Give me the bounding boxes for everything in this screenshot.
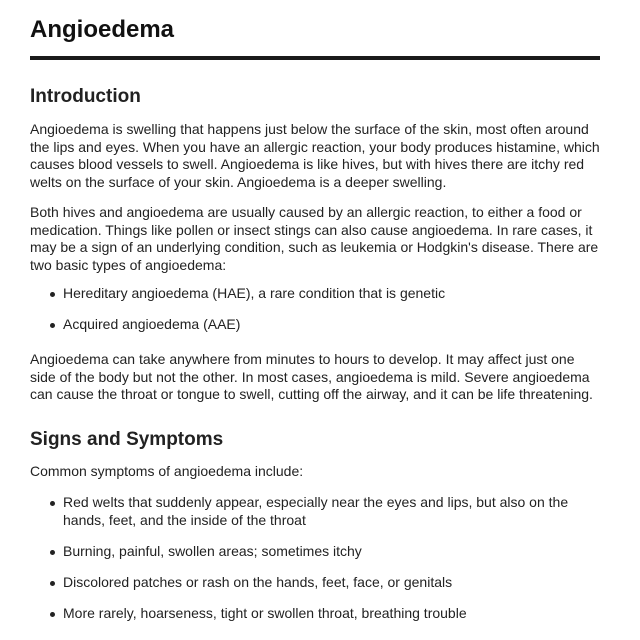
bullet-icon [50, 550, 55, 555]
list-item [30, 285, 600, 303]
angioedema-types-list [30, 285, 600, 334]
list-item [30, 494, 600, 529]
list-item [30, 316, 600, 334]
list-item-text: Red welts that suddenly appear, especially near the eyes and lips, but also on the hands, feet, and the inside of the throat [63, 494, 569, 528]
section-heading-signs-symptoms: Signs and Symptoms [30, 429, 224, 450]
section-heading-introduction: Introduction [30, 86, 141, 107]
intro-paragraph-2: Both hives and angioedema are usually caused by an allergic reaction, to either a food or medication. Things like pollen or insect stings can also cause angioedema. In rare cases, it may be a sign of an underlying condition, such as leukemia or Hodgkin's disease. There are two basic types of angioedema: [30, 204, 599, 273]
list-item [30, 543, 600, 561]
bullet-icon [50, 292, 55, 297]
intro-paragraph-3: Angioedema can take anywhere from minutes to hours to develop. It may affect just one side of the body but not the other. In most cases, angioedema is mild. Severe angioedema can cause the throat or tongue to swell, cutting off the airway, and it can be life threatening. [30, 351, 593, 402]
list-item-text: Burning, painful, swollen areas; sometimes itchy [63, 542, 362, 559]
bullet-icon [50, 612, 55, 617]
symptoms-list [30, 494, 600, 622]
bullet-icon [50, 501, 55, 506]
list-item [30, 574, 600, 592]
page-title: Angioedema [30, 16, 175, 43]
intro-paragraph-1: Angioedema is swelling that happens just below the surface of the skin, most often around the lips and eyes. When you have an allergic reaction, your body produces histamine, which causes blood vessels to swell. Angioedema is like hives, but with hives there are itchy red welts on the surface of your skin. Angioedema is a deeper swelling. [30, 121, 600, 190]
list-item-text: Hereditary angioedema (HAE), a rare condition that is genetic [63, 285, 446, 301]
bullet-icon [50, 581, 55, 586]
symptoms-intro: Common symptoms of angioedema include: [30, 463, 304, 479]
title-divider [30, 56, 600, 60]
list-item-text: Discolored patches or rash on the hands, feet, face, or genitals [63, 573, 453, 590]
list-item-text: More rarely, hoarseness, tight or swollen throat, breathing trouble [63, 604, 467, 621]
truncated-list-item [63, 636, 583, 640]
bullet-icon [50, 323, 55, 328]
list-item-text: Acquired angioedema (AAE) [63, 316, 241, 332]
list-item [30, 605, 600, 623]
